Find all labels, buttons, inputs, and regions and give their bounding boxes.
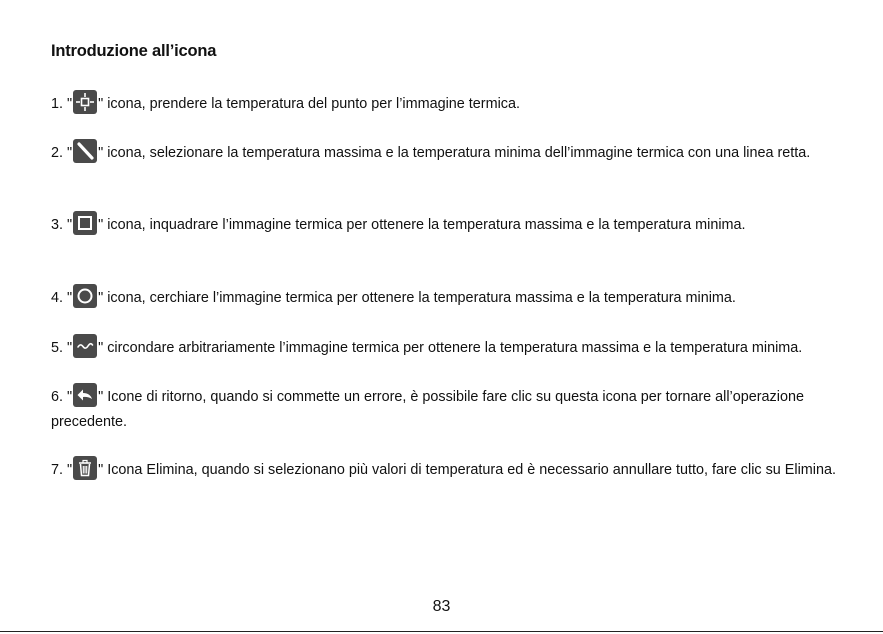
close-quote: " — [98, 290, 104, 306]
item-text: icona, selezionare la temperatura massima e la temperatura minima dell’immagine termica con una linea retta. — [107, 145, 811, 161]
icon-description-item-6 — [51, 383, 841, 435]
open-quote: " — [67, 145, 73, 161]
open-quote: " — [67, 340, 73, 356]
open-quote: " — [67, 290, 73, 306]
open-quote: " — [67, 217, 73, 233]
close-quote: " — [98, 145, 104, 161]
item-text: Icone di ritorno, quando si commette un errore, è possibile fare clic su questa icona per tornare all’operazione precedente. — [51, 389, 804, 430]
rectangle-icon — [73, 211, 97, 235]
item-number: 6. — [51, 389, 64, 405]
icon-description-item-5 — [51, 334, 841, 361]
open-quote: " — [67, 389, 73, 405]
circle-icon — [73, 284, 97, 308]
item-text: circondare arbitrariamente l’immagine termica per ottenere la temperatura massima e la temperatura minima. — [107, 340, 803, 356]
open-quote: " — [67, 462, 73, 478]
icon-description-item-4 — [51, 284, 841, 311]
close-quote: " — [98, 462, 104, 478]
item-number: 4. — [51, 290, 64, 306]
item-text: icona, inquadrare l’immagine termica per ottenere la temperatura massima e la temperatura minima. — [107, 217, 746, 233]
line-icon — [73, 139, 97, 163]
icon-description-item-2 — [51, 139, 841, 166]
section-title: Introduzione all’icona — [51, 42, 217, 60]
item-number: 3. — [51, 217, 64, 233]
close-quote: " — [98, 389, 104, 405]
close-quote: " — [98, 96, 104, 112]
item-number: 1. — [51, 96, 64, 112]
close-quote: " — [98, 340, 104, 356]
trash-icon — [73, 456, 97, 480]
item-number: 2. — [51, 145, 64, 161]
item-number: 5. — [51, 340, 64, 356]
item-text: icona, cerchiare l’immagine termica per ottenere la temperatura massima e la temperatura minima. — [107, 290, 736, 306]
item-text: icona, prendere la temperatura del punto per l’immagine termica. — [107, 96, 520, 112]
icon-description-item-7 — [51, 456, 841, 483]
undo-arrow-icon — [73, 383, 97, 407]
page-number: 83 — [432, 598, 451, 615]
icon-description-item-1 — [51, 90, 841, 117]
icon-description-item-3 — [51, 211, 841, 238]
item-number: 7. — [51, 462, 64, 478]
open-quote: " — [67, 96, 73, 112]
freehand-icon — [73, 334, 97, 358]
close-quote: " — [98, 217, 104, 233]
bottom-divider — [0, 631, 883, 632]
item-text: Icona Elimina, quando si selezionano più valori di temperatura ed è necessario annullare tutto, fare clic su Elimina. — [107, 462, 836, 478]
point-crosshair-icon — [73, 90, 97, 114]
